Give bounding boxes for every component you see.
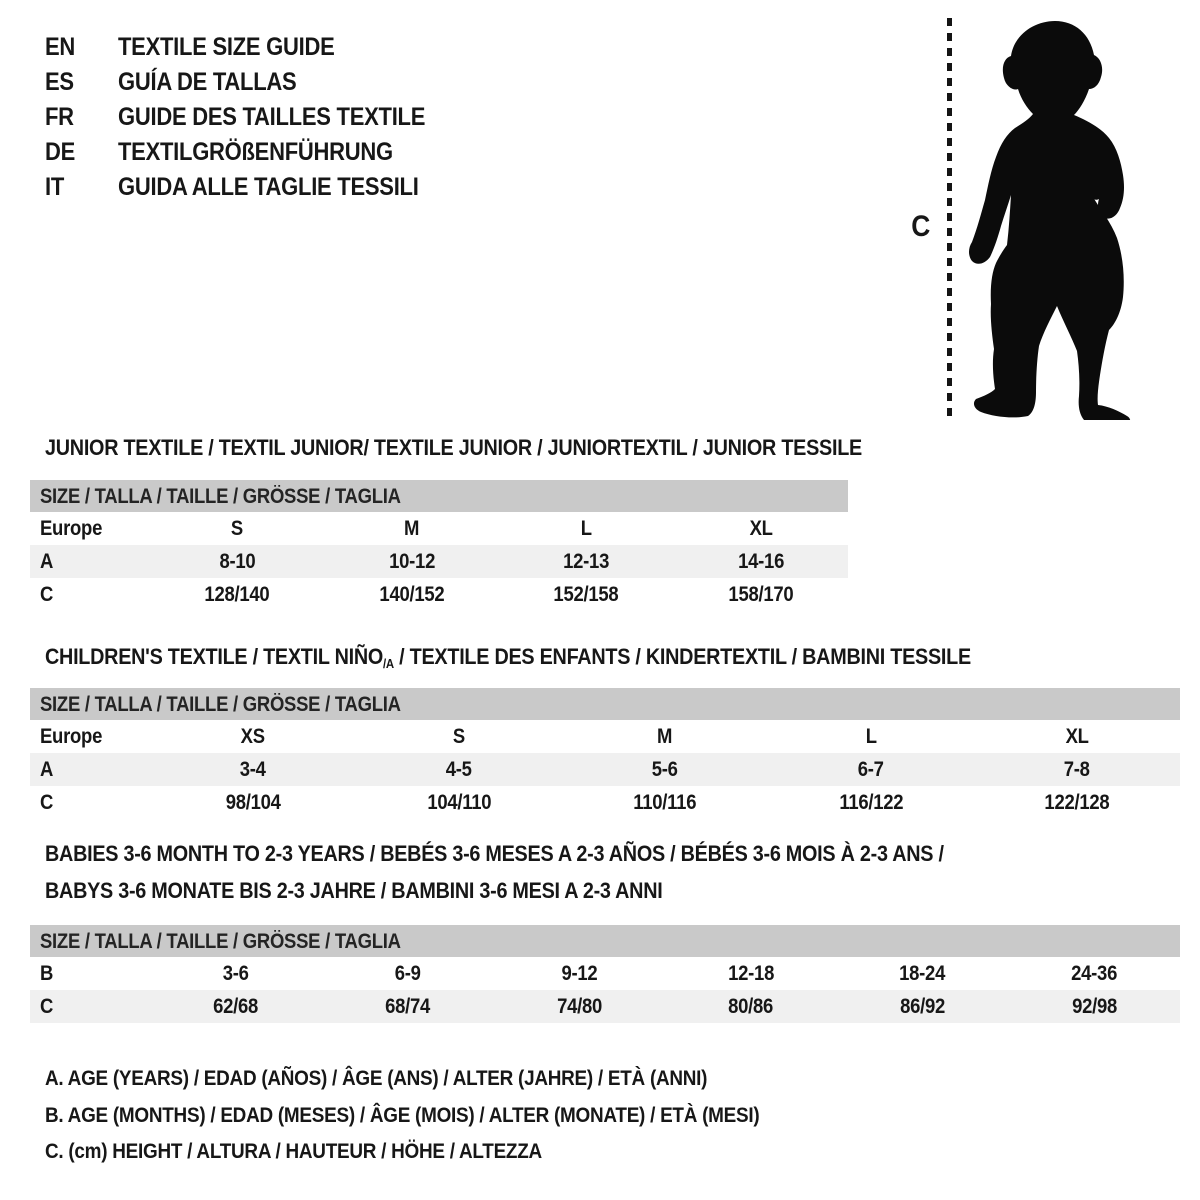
value-cell: 110/116 <box>633 791 697 814</box>
table-row-c <box>30 990 1180 1023</box>
table-row-c <box>30 578 848 611</box>
value-cell: 5-6 <box>652 758 678 781</box>
value-cell: 3-4 <box>240 758 266 781</box>
row-label: Europe <box>40 517 103 540</box>
lang-code: FR <box>45 103 74 131</box>
height-measure-dashed-line <box>947 18 952 416</box>
value-cell: M <box>657 725 673 748</box>
table-row-b <box>30 957 1180 990</box>
lang-code: ES <box>45 68 74 96</box>
value-cell: 8-10 <box>219 550 256 573</box>
value-cell: 158/170 <box>728 583 794 606</box>
value-cell: 104/110 <box>427 791 491 814</box>
legend-age-years: A. AGE (YEARS) / EDAD (AÑOS) / ÂGE (ANS) / ALTER (JAHRE) / ETÀ (ANNI) <box>45 1066 708 1090</box>
legend-age-months: B. AGE (MONTHS) / EDAD (MESES) / ÂGE (MOIS) / ALTER (MONATE) / ETÀ (MESI) <box>45 1103 760 1127</box>
babies-section-title-line1: BABIES 3-6 MONTH TO 2-3 YEARS / BEBÉS 3-6 MESES A 2-3 AÑOS / BÉBÉS 3-6 MOIS À 2-3 ANS / <box>45 841 944 866</box>
value-cell: 62/68 <box>213 995 259 1018</box>
value-cell: 12-18 <box>727 962 774 985</box>
value-cell: 74/80 <box>556 995 602 1018</box>
lang-code: IT <box>45 173 65 201</box>
value-cell: 92/98 <box>1071 995 1117 1018</box>
value-cell: S <box>231 517 244 540</box>
table-row-c <box>30 786 1180 819</box>
table-header: SIZE / TALLA / TAILLE / GRÖSSE / TAGLIA <box>30 480 848 512</box>
height-measure-label: C <box>911 210 931 243</box>
row-label: C <box>40 583 54 606</box>
legend-height-cm: C. (cm) HEIGHT / ALTURA / HAUTEUR / HÖHE / ALTEZZA <box>45 1139 542 1163</box>
babies-section-title-line2: BABYS 3-6 MONATE BIS 2-3 JAHRE / BAMBINI 3-6 MESI A 2-3 ANNI <box>45 878 663 903</box>
value-cell: XL <box>749 517 773 540</box>
value-cell: 10-12 <box>388 550 435 573</box>
children-size-table <box>30 688 1180 819</box>
value-cell: 128/140 <box>204 583 270 606</box>
junior-size-table <box>30 480 848 611</box>
row-label: B <box>40 962 54 985</box>
babies-size-table <box>30 925 1180 1023</box>
language-title-block <box>45 30 467 205</box>
table-header: SIZE / TALLA / TAILLE / GRÖSSE / TAGLIA <box>30 925 1180 957</box>
value-cell: 6-7 <box>858 758 884 781</box>
table-rows <box>30 512 848 611</box>
value-cell: 14-16 <box>737 550 784 573</box>
row-label: C <box>40 995 54 1018</box>
value-cell: 9-12 <box>561 962 598 985</box>
table-row-europe <box>30 720 1180 753</box>
lang-title: TEXTILGRÖßENFÜHRUNG <box>118 138 393 166</box>
table-rows <box>30 957 1180 1023</box>
junior-section-title: JUNIOR TEXTILE / TEXTIL JUNIOR/ TEXTILE JUNIOR / JUNIORTEXTIL / JUNIOR TESSILE <box>45 435 862 460</box>
lang-title: GUÍA DE TALLAS <box>118 68 297 96</box>
table-row-a <box>30 753 1180 786</box>
children-section-title: CHILDREN'S TEXTILE / TEXTIL $NIÑO_{/A}$ / TEXTILE DES ENFANTS / KINDERTEXTIL / BAMBINI TESSILE <box>45 644 971 671</box>
value-cell: L <box>580 517 592 540</box>
value-cell: 68/74 <box>385 995 430 1018</box>
value-cell: 86/92 <box>900 995 945 1018</box>
table-rows <box>30 720 1180 819</box>
lang-title: GUIDE DES TAILLES TEXTILE <box>118 103 426 131</box>
value-cell: 116/122 <box>839 791 903 814</box>
value-cell: 140/152 <box>379 583 445 606</box>
value-cell: 80/86 <box>728 995 774 1018</box>
lang-code: DE <box>45 138 76 166</box>
value-cell: 122/128 <box>1044 791 1110 814</box>
value-cell: M <box>404 517 420 540</box>
lang-row-de <box>45 135 467 170</box>
row-label: A <box>40 550 54 573</box>
value-cell: 24-36 <box>1071 962 1118 985</box>
value-cell: 4-5 <box>446 758 472 781</box>
toddler-silhouette-icon <box>958 15 1148 420</box>
value-cell: XL <box>1065 725 1089 748</box>
value-cell: 3-6 <box>222 962 249 985</box>
value-cell: 18-24 <box>899 962 946 985</box>
gender-suffix: /A <box>383 656 394 671</box>
value-cell: 7-8 <box>1064 758 1090 781</box>
value-cell: 98/104 <box>225 791 281 814</box>
row-label: A <box>40 758 54 781</box>
row-label: C <box>40 791 54 814</box>
row-label: Europe <box>40 725 103 748</box>
value-cell: S <box>452 725 466 748</box>
value-cell: 6-9 <box>394 962 421 985</box>
table-header: SIZE / TALLA / TAILLE / GRÖSSE / TAGLIA <box>30 688 1180 720</box>
table-row-a <box>30 545 848 578</box>
value-cell: XS <box>240 725 266 748</box>
value-cell: 152/158 <box>553 583 619 606</box>
table-row-europe <box>30 512 848 545</box>
lang-row-fr <box>45 100 467 135</box>
lang-title: GUIDA ALLE TAGLIE TESSILI <box>118 173 419 201</box>
value-cell: L <box>865 725 877 748</box>
lang-code: EN <box>45 33 76 61</box>
lang-row-es <box>45 65 467 100</box>
lang-row-en <box>45 30 467 65</box>
lang-row-it <box>45 170 467 205</box>
value-cell: 12-13 <box>563 550 610 573</box>
lang-title: TEXTILE SIZE GUIDE <box>118 33 335 61</box>
